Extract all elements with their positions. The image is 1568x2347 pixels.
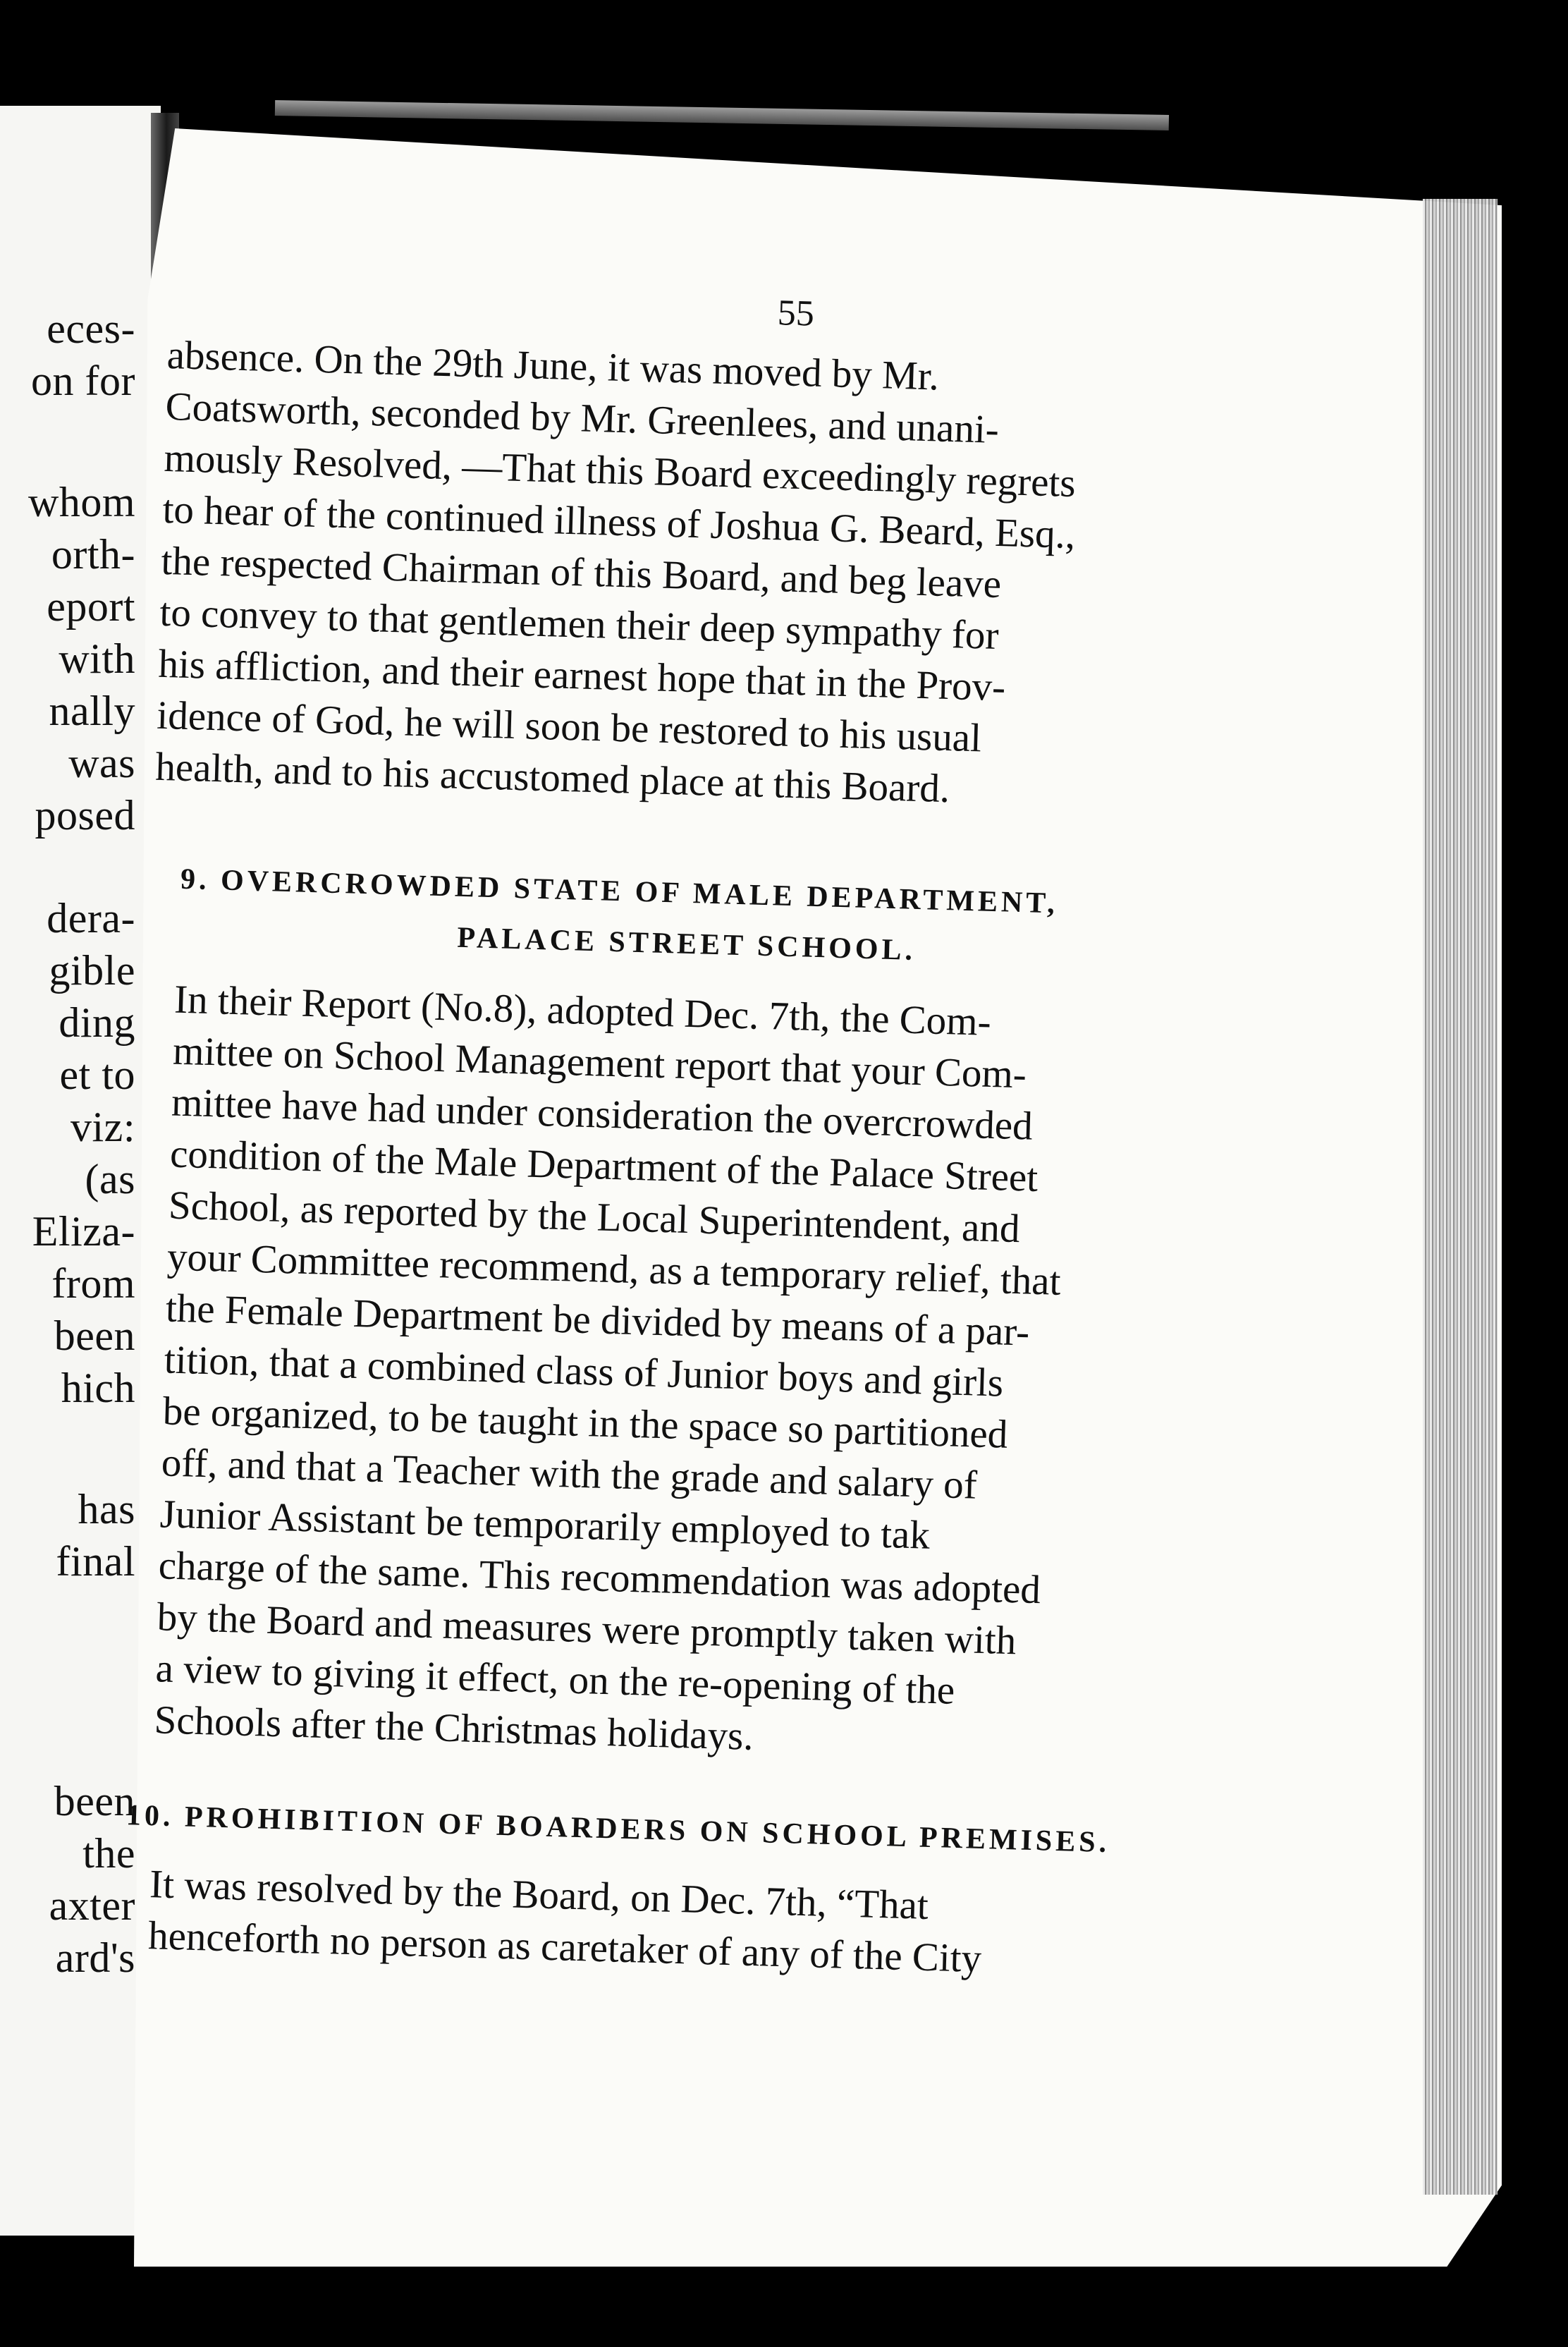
paragraph-overcrowded-state <box>128 973 1221 1775</box>
facing-page-fragment: (as <box>85 1156 135 1202</box>
section-heading-9-continued: PALACE STREET SCHOOL. <box>456 921 917 967</box>
text-line: condition of the Male Department of the Palace Street <box>169 1131 1039 1200</box>
text-line: Junior Assistant be temporarily employed to tak <box>159 1492 931 1558</box>
binding-strip <box>275 100 1169 130</box>
text-line: by the Board and measures were promptly taken with <box>156 1595 1017 1664</box>
facing-page-fragment: eport <box>47 583 135 630</box>
text-line: absence. On the 29th June, it was moved by Mr. <box>166 332 940 399</box>
text-line: idence of God, he will soon be restored to his usual <box>156 693 982 761</box>
text-line: to convey to that gentlemen their deep sympathy for <box>159 590 1000 659</box>
facing-page-fragment: the <box>82 1830 135 1877</box>
facing-page-fragment: eces- <box>47 305 135 352</box>
facing-page-fragment: been <box>54 1778 135 1824</box>
facing-page-fragment: been <box>54 1312 135 1359</box>
facing-page-fragment: et to <box>59 1051 135 1098</box>
facing-page-fragment: orth- <box>51 531 135 578</box>
text-line: your Committee recommend, as a temporary relief, that <box>166 1234 1062 1304</box>
text-line: In their Report (No.8), adopted Dec. 7th, the Com- <box>173 977 992 1044</box>
facing-page-fragment: with <box>59 635 135 682</box>
text-line: tition, that a combined class of Junior boys and girls <box>164 1337 1004 1406</box>
text-line: charge of the same. This recommendation was adopted <box>158 1543 1041 1613</box>
text-line: the respected Chairman of this Board, and beg leave <box>160 538 1002 607</box>
facing-page-fragment: from <box>51 1260 135 1307</box>
facing-page-fragment: posed <box>35 792 135 839</box>
text-line: School, as reported by the Local Superintendent, and <box>168 1183 1021 1252</box>
text-line: be organized, to be taught in the space so partitioned <box>162 1389 1009 1457</box>
facing-page-fragment: hich <box>61 1365 135 1411</box>
facing-page-fragment: has <box>78 1486 135 1532</box>
facing-page-fragment: final <box>56 1538 135 1585</box>
text-line: It was resolved by the Board, on Dec. 7th, “That <box>149 1862 929 1928</box>
text-line: mittee have had under consideration the overcrowded <box>171 1080 1034 1149</box>
facing-page-fragment: viz: <box>71 1104 135 1150</box>
facing-page-fragment: ding <box>59 999 135 1046</box>
text-line: mously Resolved, —That this Board exceedingly regrets <box>163 435 1077 506</box>
text-line: henceforth no person as caretaker of any of the City <box>147 1913 982 1982</box>
text-line: mittee on School Management report that your Com- <box>172 1028 1027 1097</box>
section-heading-9: 9. OVERCROWDED STATE OF MALE DEPARTMENT, <box>180 862 1059 920</box>
text-line: a view to giving it effect, on the re-opening of the <box>154 1646 956 1713</box>
text-line: Schools after the Christmas holidays. <box>153 1697 754 1759</box>
page-fore-edge <box>1423 199 1497 2195</box>
text-line: to hear of the continued illness of Joshua G. Beard, Esq., <box>161 487 1076 558</box>
facing-page-fragment: Eliza- <box>32 1208 135 1255</box>
text-line: his affliction, and their earnest hope that in the Prov- <box>157 641 1006 710</box>
facing-page-fragment: was <box>68 740 135 786</box>
page-text <box>122 275 1240 1991</box>
text-line: off, and that a Teacher with the grade and salary of <box>161 1440 978 1508</box>
facing-page-fragment: axter <box>49 1882 135 1929</box>
paragraph-board-resolution <box>155 329 1239 822</box>
page-number: 55 <box>777 293 815 334</box>
facing-page-fragment: nally <box>49 688 135 734</box>
facing-page-fragment: ard's <box>55 1934 135 1981</box>
text-line: Coatsworth, seconded by Mr. Greenlees, and unani- <box>164 384 1000 452</box>
facing-page-fragment: whom <box>28 479 135 525</box>
text-line: the Female Department be divided by means of a par- <box>165 1286 1030 1355</box>
facing-page-fragment: on for <box>31 358 135 404</box>
section-heading-10: 10. PROHIBITION OF BOARDERS ON SCHOOL PREMISES. <box>125 1799 1110 1860</box>
text-line: health, and to his accustomed place at this Board. <box>154 744 950 812</box>
facing-page-fragment: gible <box>49 947 135 994</box>
facing-page-fragment: dera- <box>47 895 135 941</box>
